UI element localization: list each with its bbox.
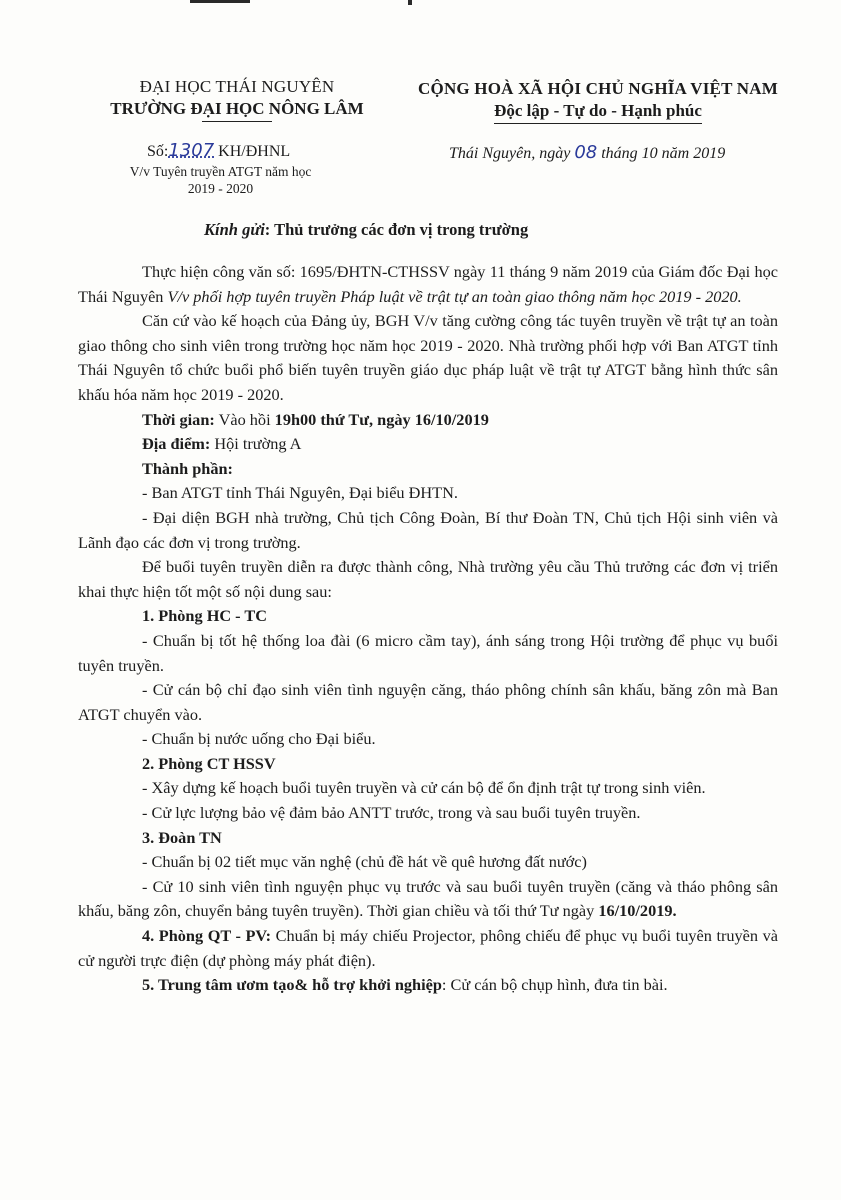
members-label: Thành phần: <box>142 458 233 478</box>
section-title: 1. Phòng HC - TC <box>142 606 267 626</box>
task-item: - Chuẩn bị nước uống cho Đại biểu. <box>142 729 376 749</box>
time-label: Thời gian: <box>142 409 215 429</box>
time-value: 19h00 thứ Tư, ngày 16/10/2019 <box>274 409 489 429</box>
country-name: CỘNG HOÀ XÃ HỘI CHỦ NGHĨA VIỆT NAM <box>418 79 778 98</box>
time-line <box>78 408 778 433</box>
section-title: 4. Phòng QT - PV: <box>142 926 272 946</box>
greeting-recipient: Thủ trưởng các đơn vị trong trường <box>274 220 529 239</box>
section-text: : Cử cán bộ chụp hình, đưa tin bài. <box>441 975 668 995</box>
section-title: 5. Trung tâm ươm tạo& hỗ trợ khởi nghiệp <box>142 975 442 995</box>
paragraph-text: Thực hiện công văn số: 1695/ĐHTN-CTHSSV ngày 11 tháng 9 năm 2019 của Giám đốc Đại học Thái Nguyên <box>78 262 778 306</box>
place-label: Địa điểm: <box>142 434 211 454</box>
school-name: TRƯỜNG ĐẠI HỌC NÔNG LÂM <box>110 99 364 118</box>
task-item: - Cử lực lượng bảo vệ đảm bảo ANTT trước, trong và sau buổi tuyên truyền. <box>142 803 641 823</box>
number-suffix: KH/ĐHNL <box>218 143 291 160</box>
document-date <box>449 142 725 163</box>
scan-mark <box>408 0 412 5</box>
scan-mark <box>190 0 250 3</box>
greeting <box>204 220 528 240</box>
task-item: - Chuẩn bị 02 tiết mục văn nghệ (chủ đề hát về quê hương đất nước) <box>142 852 587 872</box>
document-body <box>78 260 778 998</box>
faint-stamp-bleed <box>53 610 58 622</box>
task-item: - Xây dựng kế hoạch buổi tuyên truyền và cử cán bộ để ổn định trật tự trong sinh viên. <box>142 778 706 798</box>
date-suffix: tháng 10 năm 2019 <box>601 145 726 162</box>
handwritten-number: 1307 <box>168 140 215 161</box>
place-value: Hội trường A <box>210 434 302 454</box>
greeting-colon: : <box>264 220 271 239</box>
subject-line-1: V/v Tuyên truyền ATGT năm học <box>129 164 312 179</box>
section-title: 2. Phòng CT HSSV <box>142 753 276 773</box>
greeting-label: Kính gửi <box>204 220 265 239</box>
paragraph-text-italic: V/v phối hợp tuyên truyền Pháp luật về trật tự an toàn giao thông năm học 2019 - 2020. <box>167 286 742 306</box>
handwritten-day: 08 <box>574 142 598 163</box>
paragraph: Căn cứ vào kế hoạch của Đảng ủy, BGH V/v tăng cường công tác tuyên truyền về trật tự an toàn giao thông cho sinh viên trong trường học năm học 2019 - 2020. Nhà trường phối hợp với Ban ATGT tỉnh Thái Nguyên tổ chức buổi phổ biến tuyên truyền giáo dục pháp luật về trật tự ATGT bằng hình thức sân khấu hóa năm học 2019 - 2020. <box>78 311 778 404</box>
document-number <box>147 140 290 161</box>
task-item: - Chuẩn bị tốt hệ thống loa đài (6 micro cầm tay), ánh sáng trong Hội trường để phục vụ buổi tuyên truyền. <box>78 630 778 675</box>
section-title: 3. Đoàn TN <box>142 827 222 847</box>
task-item <box>78 875 778 924</box>
section-text: Chuẩn bị máy chiếu Projector, phông chiếu để phục vụ buổi tuyên truyền và cử người trực điện (dự phòng máy phát điện). <box>78 926 778 970</box>
member-item: - Đại diện BGH nhà trường, Chủ tịch Công Đoàn, Bí thư Đoàn TN, Chủ tịch Hội sinh viên và Lãnh đạo các đơn vị trong trường. <box>78 507 778 552</box>
number-prefix: Số: <box>147 143 169 160</box>
task-date: 16/10/2019. <box>598 901 677 921</box>
date-prefix: Thái Nguyên, ngày <box>449 145 571 162</box>
university-name: ĐẠI HỌC THÁI NGUYÊN <box>139 77 335 96</box>
subject-line-2: 2019 - 2020 <box>187 181 254 196</box>
task-text: - Cử 10 sinh viên tình nguyện phục vụ trước và sau buổi tuyên truyền (căng và tháo phông sân khấu, băng zôn, chuyển bảng tuyên truyền). Thời gian chiều và tối thứ Tư ngày <box>78 876 778 921</box>
section-item <box>78 924 778 973</box>
paragraph: Để buổi tuyên truyền diễn ra được thành công, Nhà trường yêu cầu Thủ trưởng các đơn vị triển khai thực hiện tốt một số nội dung sau: <box>78 557 778 601</box>
national-motto: Độc lập - Tự do - Hạnh phúc <box>494 100 702 124</box>
place-line <box>78 432 778 457</box>
member-item: - Ban ATGT tỉnh Thái Nguyên, Đại biểu ĐHTN. <box>142 483 458 503</box>
issuer-header <box>92 76 382 122</box>
national-header <box>398 78 798 124</box>
task-item: - Cử cán bộ chỉ đạo sinh viên tình nguyện căng, tháo phông chính sân khấu, băng zôn mà Ban ATGT chuyển vào. <box>78 680 778 724</box>
paragraph <box>78 260 778 309</box>
time-text: Vào hồi <box>214 409 275 429</box>
section-item <box>78 973 778 998</box>
document-subject <box>108 163 333 197</box>
school-underline <box>202 121 272 122</box>
